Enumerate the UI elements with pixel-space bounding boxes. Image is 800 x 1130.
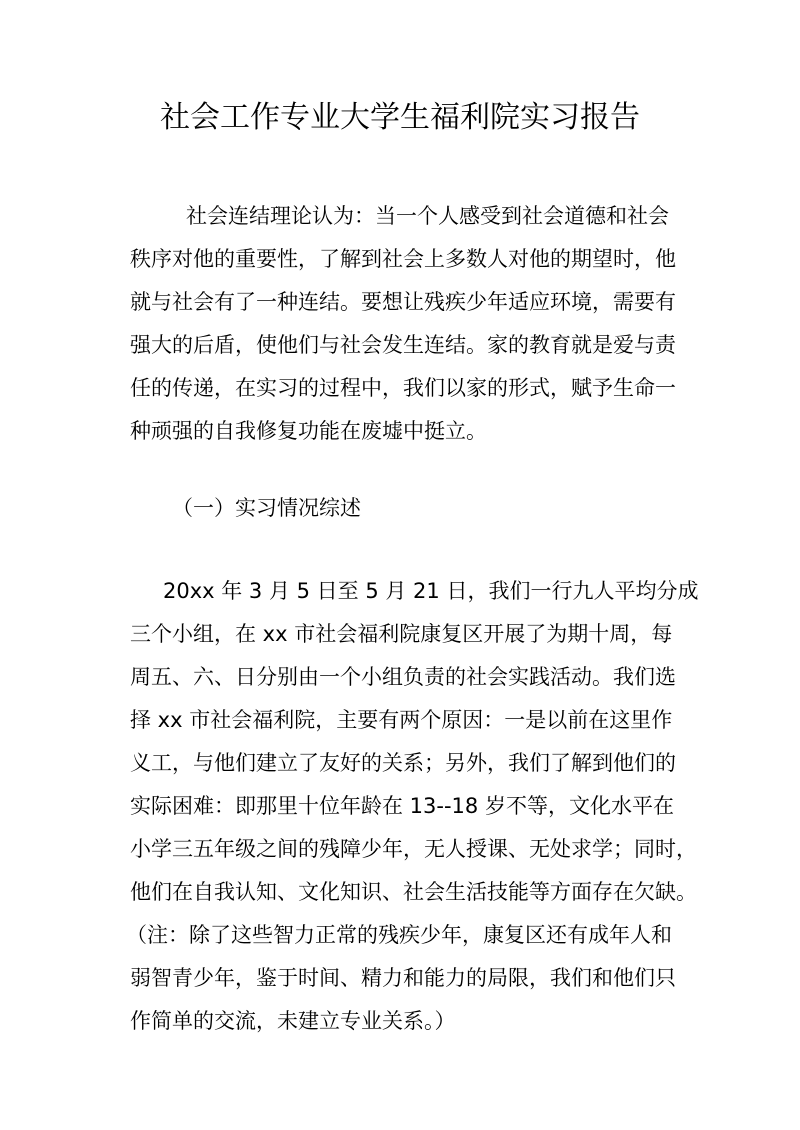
paragraph-line: 强大的后盾，使他们与社会发生连结。家的教育就是爱与责 bbox=[130, 333, 676, 357]
paragraph-line: 弱智青少年，鉴于时间、精力和能力的局限，我们和他们只 bbox=[130, 966, 676, 990]
paragraph-line: （注：除了这些智力正常的残疾少年，康复区还有成年人和 bbox=[126, 923, 672, 947]
section-heading: （一）实习情况综述 bbox=[172, 496, 361, 520]
paragraph-line: 实际困难：即那里十位年龄在 13--18 岁不等，文化水平在 bbox=[130, 794, 674, 818]
document-title: 社会工作专业大学生福利院实习报告 bbox=[160, 100, 640, 135]
paragraph-line: 秩序对他的重要性，了解到社会上多数人对他的期望时，他 bbox=[130, 247, 676, 271]
paragraph-line: 小学三五年级之间的残障少年，无人授课、无处求学；同时， bbox=[130, 837, 697, 861]
paragraph-line: 三个小组，在 xx 市社会福利院康复区开展了为期十周，每 bbox=[130, 622, 673, 646]
paragraph-line: 就与社会有了一种连结。要想让残疾少年适应环境，需要有 bbox=[130, 290, 676, 314]
paragraph-line: 他们在自我认知、文化知识、社会生活技能等方面存在欠缺。 bbox=[130, 880, 697, 904]
paragraph-line: 种顽强的自我修复功能在废墟中挺立。 bbox=[130, 419, 487, 443]
paragraph-line: 任的传递，在实习的过程中，我们以家的形式，赋予生命一 bbox=[130, 376, 676, 400]
paragraph-line: 作简单的交流，未建立专业关系。） bbox=[130, 1009, 456, 1033]
paragraph-line: 择 xx 市社会福利院，主要有两个原因：一是以前在这里作 bbox=[130, 708, 673, 732]
paragraph-line: 义工，与他们建立了友好的关系；另外，我们了解到他们的 bbox=[130, 751, 676, 775]
paragraph-line: 20xx 年 3 月 5 日至 5 月 21 日，我们一行九人平均分成 bbox=[163, 579, 699, 603]
paragraph-line: 周五、六、日分别由一个小组负责的社会实践活动。我们选 bbox=[130, 665, 676, 689]
paragraph-line: 社会连结理论认为：当一个人感受到社会道德和社会 bbox=[186, 204, 669, 228]
